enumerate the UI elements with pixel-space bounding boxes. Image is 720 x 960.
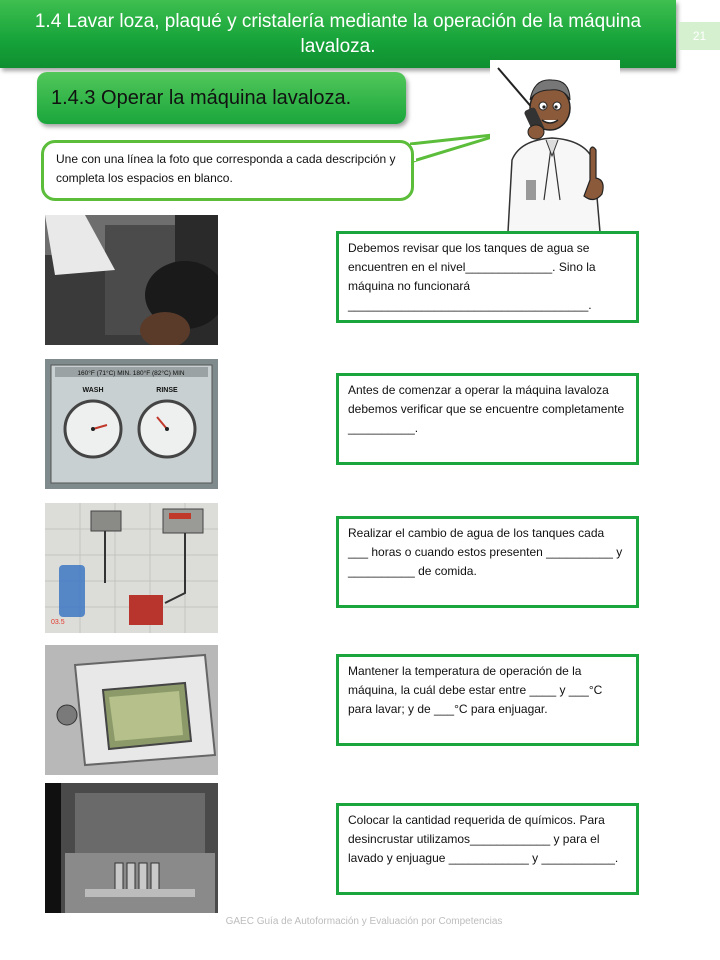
question-text: Debemos revisar que los tanques de agua se encuentren en el nivel_____________. Sino la máquina no funcionará ____________________________________. xyxy=(348,241,599,312)
wash-label: WASH xyxy=(82,387,104,394)
page-number: 21 xyxy=(679,22,720,50)
question-text: Antes de comenzar a operar la máquina lavaloza debemos verificar que se encuentre completamente __________. xyxy=(348,383,628,435)
question-text: Colocar la cantidad requerida de químicos. Para desincrustar utilizamos____________ y para el lavado y enjuague ____________ y ___________. xyxy=(348,813,619,865)
cartoon-man-phone-icon xyxy=(490,60,620,232)
section-subtitle: 1.4.3 Operar la máquina lavaloza. xyxy=(37,72,406,124)
dishwasher-interior-photo xyxy=(45,783,218,913)
worker-checking-tank-photo xyxy=(45,215,218,345)
wash-rinse-gauges-photo xyxy=(45,359,218,489)
question-box-4 xyxy=(336,654,639,746)
footer-text: GAEC Guía de Autoformación y Evaluación por Competencias xyxy=(225,916,503,927)
svg-text:03.5: 03.5 xyxy=(51,619,65,626)
question-text: Mantener la temperatura de operación de la máquina, la cuál debe estar entre ____ y ___°C para lavar; y de ___°C para enjuagar. xyxy=(348,664,606,716)
instruction-bubble xyxy=(41,140,414,201)
question-box-3 xyxy=(336,516,639,608)
gauge-temp-label: 160°F (71°C) MIN. 180°F (82°C) MIN xyxy=(77,370,185,377)
instruction-text: Une con una línea la foto que corresponda a cada descripción y completa los espacios en blanco. xyxy=(56,152,396,185)
rinse-label: RINSE xyxy=(156,387,178,394)
chemical-dispensers-photo xyxy=(45,503,218,633)
water-tank-photo xyxy=(45,645,218,775)
question-box-1 xyxy=(336,231,639,323)
header-title: 1.4 Lavar loza, plaqué y cristalería mediante la operación de la máquina lavaloza. xyxy=(0,0,676,68)
question-box-2 xyxy=(336,373,639,465)
question-text: Realizar el cambio de agua de los tanques cada ___ horas o cuando estos presenten __________ y __________ de comida. xyxy=(348,526,626,578)
question-box-5 xyxy=(336,803,639,895)
